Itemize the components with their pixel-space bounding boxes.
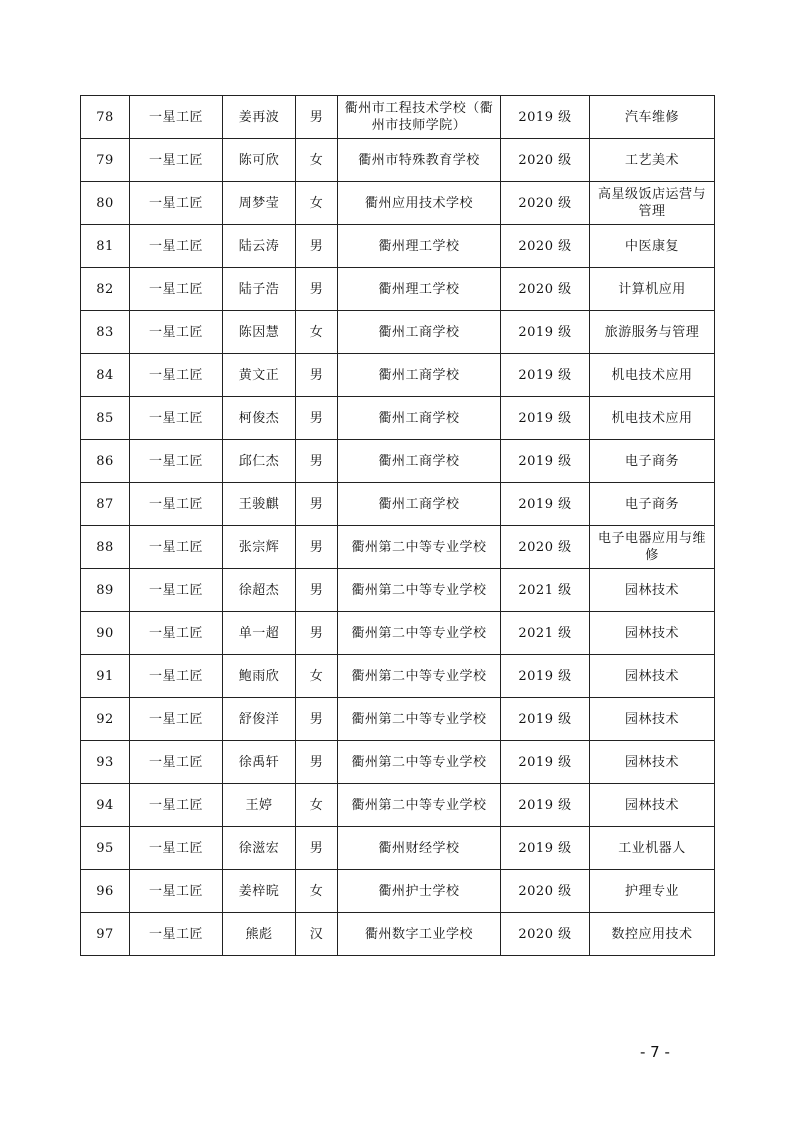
- cell-major: 机电技术应用: [590, 397, 715, 440]
- table-row: [81, 397, 715, 440]
- cell-grade: 2021 级: [501, 612, 590, 655]
- cell-major: 护理专业: [590, 870, 715, 913]
- cell-major: 计算机应用: [590, 268, 715, 311]
- cell-school: 衢州工商学校: [338, 354, 501, 397]
- cell-number: 80: [81, 182, 130, 225]
- cell-title: 一星工匠: [130, 741, 223, 784]
- cell-number: 97: [81, 913, 130, 956]
- cell-grade: 2020 级: [501, 870, 590, 913]
- cell-school: 衢州第二中等专业学校: [338, 569, 501, 612]
- cell-major: 高星级饭店运营与管理: [590, 182, 715, 225]
- cell-name: 陈可欣: [223, 139, 296, 182]
- cell-sex: 男: [296, 741, 338, 784]
- cell-sex: 女: [296, 655, 338, 698]
- cell-grade: 2019 级: [501, 827, 590, 870]
- cell-sex: 男: [296, 225, 338, 268]
- cell-school: 衢州理工学校: [338, 225, 501, 268]
- cell-number: 81: [81, 225, 130, 268]
- cell-number: 90: [81, 612, 130, 655]
- cell-number: 88: [81, 526, 130, 569]
- cell-title: 一星工匠: [130, 483, 223, 526]
- cell-grade: 2020 级: [501, 139, 590, 182]
- cell-major: 电子电器应用与维修: [590, 526, 715, 569]
- cell-name: 邱仁杰: [223, 440, 296, 483]
- cell-number: 89: [81, 569, 130, 612]
- cell-grade: 2020 级: [501, 526, 590, 569]
- cell-grade: 2019 级: [501, 96, 590, 139]
- cell-name: 姜梓晥: [223, 870, 296, 913]
- cell-number: 82: [81, 268, 130, 311]
- table-row: [81, 569, 715, 612]
- cell-school: 衢州工商学校: [338, 440, 501, 483]
- cell-grade: 2019 级: [501, 741, 590, 784]
- cell-title: 一星工匠: [130, 311, 223, 354]
- table-row: [81, 182, 715, 225]
- cell-school: 衢州工商学校: [338, 311, 501, 354]
- cell-school: 衢州市工程技术学校（衢州市技师学院）: [338, 96, 501, 139]
- cell-name: 单一超: [223, 612, 296, 655]
- cell-major: 数控应用技术: [590, 913, 715, 956]
- cell-school: 衢州数字工业学校: [338, 913, 501, 956]
- cell-grade: 2020 级: [501, 913, 590, 956]
- cell-number: 95: [81, 827, 130, 870]
- cell-number: 94: [81, 784, 130, 827]
- cell-name: 陆云涛: [223, 225, 296, 268]
- cell-sex: 男: [296, 354, 338, 397]
- table-row: [81, 526, 715, 569]
- cell-major: 电子商务: [590, 440, 715, 483]
- table-row: [81, 354, 715, 397]
- cell-sex: 男: [296, 268, 338, 311]
- table-row: [81, 440, 715, 483]
- cell-grade: 2019 级: [501, 311, 590, 354]
- cell-title: 一星工匠: [130, 655, 223, 698]
- cell-major: 电子商务: [590, 483, 715, 526]
- cell-number: 84: [81, 354, 130, 397]
- cell-sex: 男: [296, 96, 338, 139]
- table-row: [81, 612, 715, 655]
- cell-school: 衢州理工学校: [338, 268, 501, 311]
- cell-school: 衢州工商学校: [338, 397, 501, 440]
- cell-school: 衢州应用技术学校: [338, 182, 501, 225]
- table-row: [81, 913, 715, 956]
- cell-school: 衢州第二中等专业学校: [338, 526, 501, 569]
- cell-title: 一星工匠: [130, 354, 223, 397]
- cell-name: 舒俊洋: [223, 698, 296, 741]
- cell-major: 园林技术: [590, 784, 715, 827]
- cell-title: 一星工匠: [130, 698, 223, 741]
- cell-major: 工艺美术: [590, 139, 715, 182]
- cell-school: 衢州工商学校: [338, 483, 501, 526]
- cell-name: 张宗辉: [223, 526, 296, 569]
- cell-title: 一星工匠: [130, 182, 223, 225]
- cell-grade: 2020 级: [501, 182, 590, 225]
- table-row: [81, 139, 715, 182]
- cell-sex: 男: [296, 569, 338, 612]
- table-row: [81, 311, 715, 354]
- cell-school: 衢州市特殊教育学校: [338, 139, 501, 182]
- cell-grade: 2019 级: [501, 397, 590, 440]
- cell-name: 柯俊杰: [223, 397, 296, 440]
- cell-name: 王婷: [223, 784, 296, 827]
- cell-major: 园林技术: [590, 655, 715, 698]
- cell-sex: 男: [296, 526, 338, 569]
- cell-major: 旅游服务与管理: [590, 311, 715, 354]
- cell-number: 83: [81, 311, 130, 354]
- cell-number: 87: [81, 483, 130, 526]
- cell-number: 91: [81, 655, 130, 698]
- cell-name: 徐滋宏: [223, 827, 296, 870]
- cell-grade: 2019 级: [501, 483, 590, 526]
- cell-major: 园林技术: [590, 741, 715, 784]
- cell-number: 93: [81, 741, 130, 784]
- roster-table: [80, 95, 715, 956]
- table-row: [81, 268, 715, 311]
- cell-major: 园林技术: [590, 698, 715, 741]
- cell-name: 周梦莹: [223, 182, 296, 225]
- cell-name: 徐超杰: [223, 569, 296, 612]
- table-row: [81, 741, 715, 784]
- cell-name: 熊彪: [223, 913, 296, 956]
- cell-grade: 2020 级: [501, 268, 590, 311]
- cell-title: 一星工匠: [130, 612, 223, 655]
- cell-number: 92: [81, 698, 130, 741]
- cell-sex: 汉: [296, 913, 338, 956]
- cell-school: 衢州第二中等专业学校: [338, 612, 501, 655]
- cell-title: 一星工匠: [130, 827, 223, 870]
- cell-school: 衢州财经学校: [338, 827, 501, 870]
- cell-title: 一星工匠: [130, 225, 223, 268]
- cell-name: 徐禹轩: [223, 741, 296, 784]
- cell-grade: 2020 级: [501, 225, 590, 268]
- cell-title: 一星工匠: [130, 870, 223, 913]
- cell-school: 衢州护士学校: [338, 870, 501, 913]
- table-row: [81, 784, 715, 827]
- cell-grade: 2019 级: [501, 698, 590, 741]
- cell-sex: 女: [296, 870, 338, 913]
- cell-title: 一星工匠: [130, 397, 223, 440]
- cell-school: 衢州第二中等专业学校: [338, 655, 501, 698]
- cell-major: 中医康复: [590, 225, 715, 268]
- table-row: [81, 96, 715, 139]
- cell-sex: 男: [296, 827, 338, 870]
- table-row: [81, 655, 715, 698]
- cell-school: 衢州第二中等专业学校: [338, 741, 501, 784]
- table-row: [81, 225, 715, 268]
- table-row: [81, 827, 715, 870]
- cell-sex: 女: [296, 784, 338, 827]
- cell-major: 机电技术应用: [590, 354, 715, 397]
- roster-table-body: [81, 96, 715, 956]
- cell-major: 园林技术: [590, 612, 715, 655]
- cell-name: 王骏麒: [223, 483, 296, 526]
- cell-number: 78: [81, 96, 130, 139]
- cell-sex: 女: [296, 182, 338, 225]
- cell-sex: 女: [296, 139, 338, 182]
- cell-sex: 男: [296, 698, 338, 741]
- cell-name: 陈因慧: [223, 311, 296, 354]
- cell-name: 陆子浩: [223, 268, 296, 311]
- table-row: [81, 870, 715, 913]
- cell-name: 姜再波: [223, 96, 296, 139]
- cell-title: 一星工匠: [130, 268, 223, 311]
- cell-number: 85: [81, 397, 130, 440]
- cell-sex: 男: [296, 483, 338, 526]
- cell-major: 园林技术: [590, 569, 715, 612]
- cell-number: 86: [81, 440, 130, 483]
- page-number: - 7 -: [640, 1043, 670, 1061]
- cell-major: 工业机器人: [590, 827, 715, 870]
- cell-name: 黄文正: [223, 354, 296, 397]
- cell-sex: 男: [296, 397, 338, 440]
- cell-title: 一星工匠: [130, 139, 223, 182]
- cell-grade: 2021 级: [501, 569, 590, 612]
- cell-sex: 男: [296, 440, 338, 483]
- cell-title: 一星工匠: [130, 569, 223, 612]
- cell-title: 一星工匠: [130, 526, 223, 569]
- cell-sex: 男: [296, 612, 338, 655]
- cell-name: 鲍雨欣: [223, 655, 296, 698]
- cell-title: 一星工匠: [130, 96, 223, 139]
- cell-title: 一星工匠: [130, 784, 223, 827]
- cell-school: 衢州第二中等专业学校: [338, 698, 501, 741]
- cell-school: 衢州第二中等专业学校: [338, 784, 501, 827]
- cell-grade: 2019 级: [501, 440, 590, 483]
- cell-number: 79: [81, 139, 130, 182]
- table-row: [81, 483, 715, 526]
- cell-title: 一星工匠: [130, 440, 223, 483]
- cell-title: 一星工匠: [130, 913, 223, 956]
- cell-grade: 2019 级: [501, 354, 590, 397]
- cell-grade: 2019 级: [501, 655, 590, 698]
- cell-grade: 2019 级: [501, 784, 590, 827]
- table-row: [81, 698, 715, 741]
- cell-number: 96: [81, 870, 130, 913]
- cell-major: 汽车维修: [590, 96, 715, 139]
- cell-sex: 女: [296, 311, 338, 354]
